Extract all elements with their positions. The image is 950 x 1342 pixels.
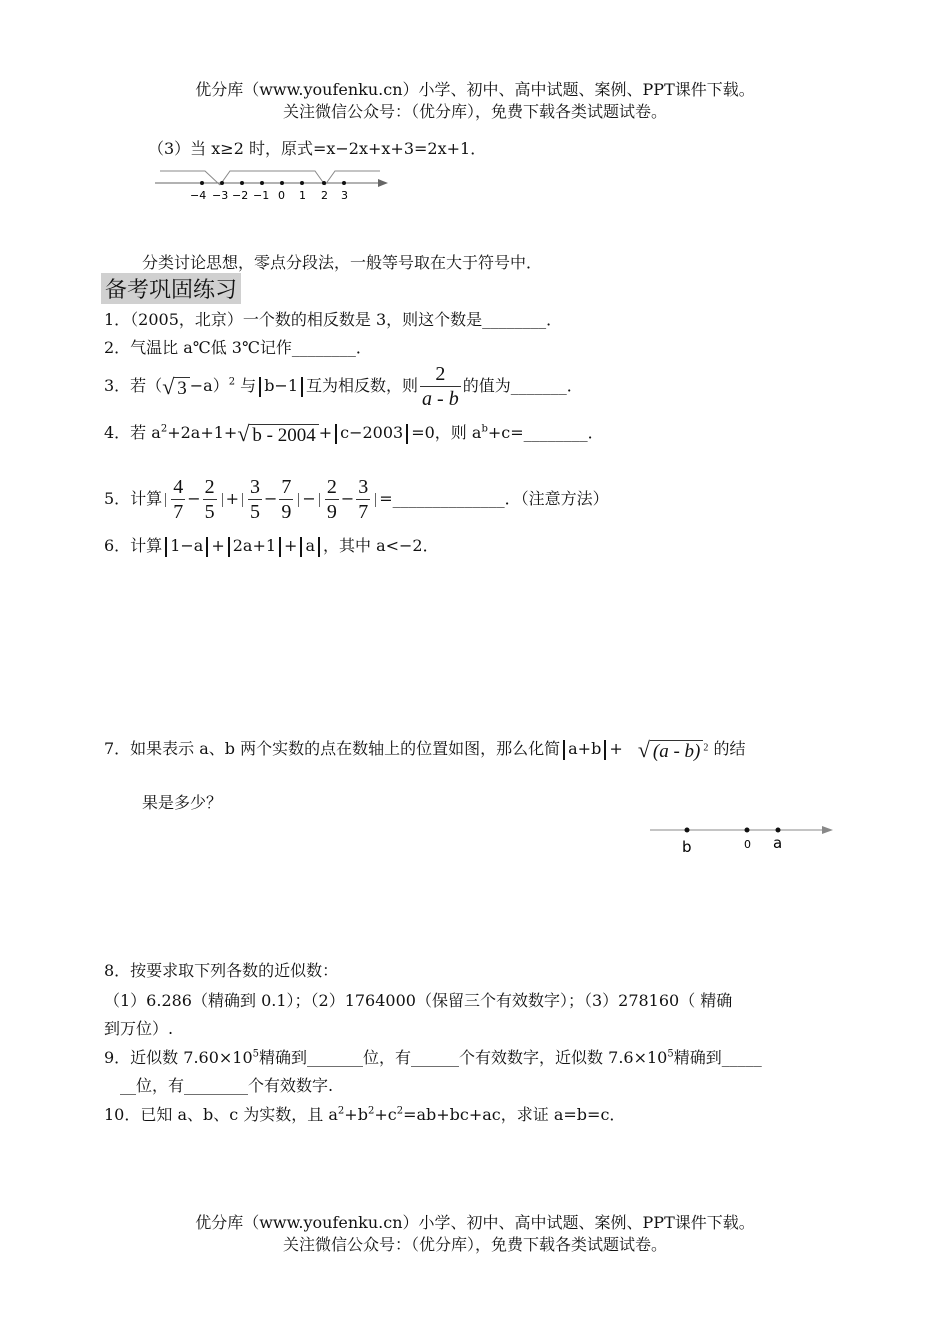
- q3-abs: b−1: [264, 376, 299, 395]
- q7-sqrt: √ (a - b) $^2$: [637, 736, 709, 762]
- question-10: 10．已知 a、b、c 为实数，且 $a^2+b^2+c^2=ab+bc+ac$，求证 a=b=c．: [104, 1105, 626, 1124]
- q3-sup: 2: [228, 376, 236, 388]
- question-4: 4．若 $a^2+2a+1+√$ b - 2004 + c−2003 =0，则 $a^b+c=\_\_\_\_\_\_\_\_$．: [104, 420, 604, 446]
- question-7: 7．如果表示 a、b 两个实数的点在数轴上的位置如图，那么化简 a+b + √ (a - b) $^2$ 的结: [104, 736, 746, 762]
- label-a: a: [773, 834, 783, 852]
- axis-tick-label: 3: [341, 189, 348, 202]
- q3-pre: 3．若（: [104, 376, 163, 395]
- question-2: 2．气温比 a℃低 3℃记作________．: [104, 338, 372, 357]
- question-6: 6．计算 1−a + 2a+1 + a ，其中 a<−2．: [104, 536, 439, 555]
- header-line-1: 优分库（www.youfenku.cn）小学、初中、高中试题、案例、PPT课件下载。: [195, 80, 755, 99]
- axis-dot: [220, 181, 224, 185]
- axis-dot: [300, 181, 304, 185]
- q3-mid: −a）: [189, 376, 229, 395]
- point-b: [685, 828, 690, 833]
- axis-tick-label: 0: [278, 189, 285, 202]
- axis-dot: [240, 181, 244, 185]
- section-title: 备考巩固练习: [101, 273, 241, 304]
- axis-tick-label: −3: [212, 189, 229, 202]
- label-zero: 0: [744, 838, 751, 851]
- axis-dot: [342, 181, 346, 185]
- question-7-line-2: 果是多少？: [142, 793, 223, 812]
- axis-dot: [280, 181, 284, 185]
- question-9-line-2: __位，有________个有效数字.: [120, 1076, 334, 1095]
- footer-line-2: 关注微信公众号：（优分库），免费下载各类试题试卷。: [282, 1235, 667, 1254]
- axis-dot: [200, 181, 204, 185]
- summary-text: 分类讨论思想，零点分段法，一般等号取在大于符号中．: [142, 253, 543, 272]
- point-zero: [745, 828, 750, 833]
- axis-dot: [260, 181, 264, 185]
- question-3: [104, 362, 583, 411]
- label-b: b: [682, 838, 692, 856]
- q3-mid3: 互为相反数，则: [306, 376, 419, 395]
- header-line-2: 关注微信公众号：（优分库），免费下载各类试题试卷。: [282, 102, 667, 121]
- axis-tick-label: 1: [299, 189, 306, 202]
- question-8-title: 8．按要求取下列各数的近似数：: [104, 961, 339, 980]
- axis-tick-label: −1: [253, 189, 270, 202]
- q3-sqrt: √ 3: [162, 374, 190, 400]
- footer-line-1: 优分库（www.youfenku.cn）小学、初中、高中试题、案例、PPT课件下载。: [195, 1213, 755, 1232]
- q3-mid2: 与: [235, 376, 257, 395]
- number-line-1: [150, 163, 400, 205]
- question-5: 5．计算 $\frac{4}{7}$ − $\frac{2}{5}$ + $\frac{3}{5}$ − $\frac{7}{9}$ − $\frac{2}{9}$ − $\frac{3}{7}$ =______________．（注意方法）: [104, 476, 609, 523]
- case-3-text: （3）当 x≥2 时，原式=x−2x+x+3=2x+1．: [148, 139, 487, 158]
- question-8-line-1: （1）6.286（精确到 0.1）；（2）1764000（保留三个有效数字）；（3）278160（ 精确: [104, 991, 733, 1010]
- q3-post: 的值为_______．: [462, 376, 583, 395]
- number-line-2: [648, 818, 838, 858]
- question-8-line-2: 到万位）.: [104, 1019, 174, 1038]
- axis-tick-label: −4: [190, 189, 207, 202]
- axis-dot: [322, 181, 326, 185]
- question-1: 1．（2005，北京）一个数的相反数是 3，则这个数是________．: [104, 310, 563, 329]
- q3-fraction: $\frac{2}{a - b}$: [422, 363, 459, 410]
- q4-sqrt: √ b - 2004: [237, 421, 318, 447]
- point-a: [776, 828, 781, 833]
- axis-tick-label: 2: [321, 189, 328, 202]
- question-9-line-1: 9．近似数 $7.60\times 10^5$精确到_______位，有______个有效数字，近似数 $7.6\times 10^5$精确到_____: [104, 1048, 762, 1067]
- axis-tick-label: −2: [232, 189, 249, 202]
